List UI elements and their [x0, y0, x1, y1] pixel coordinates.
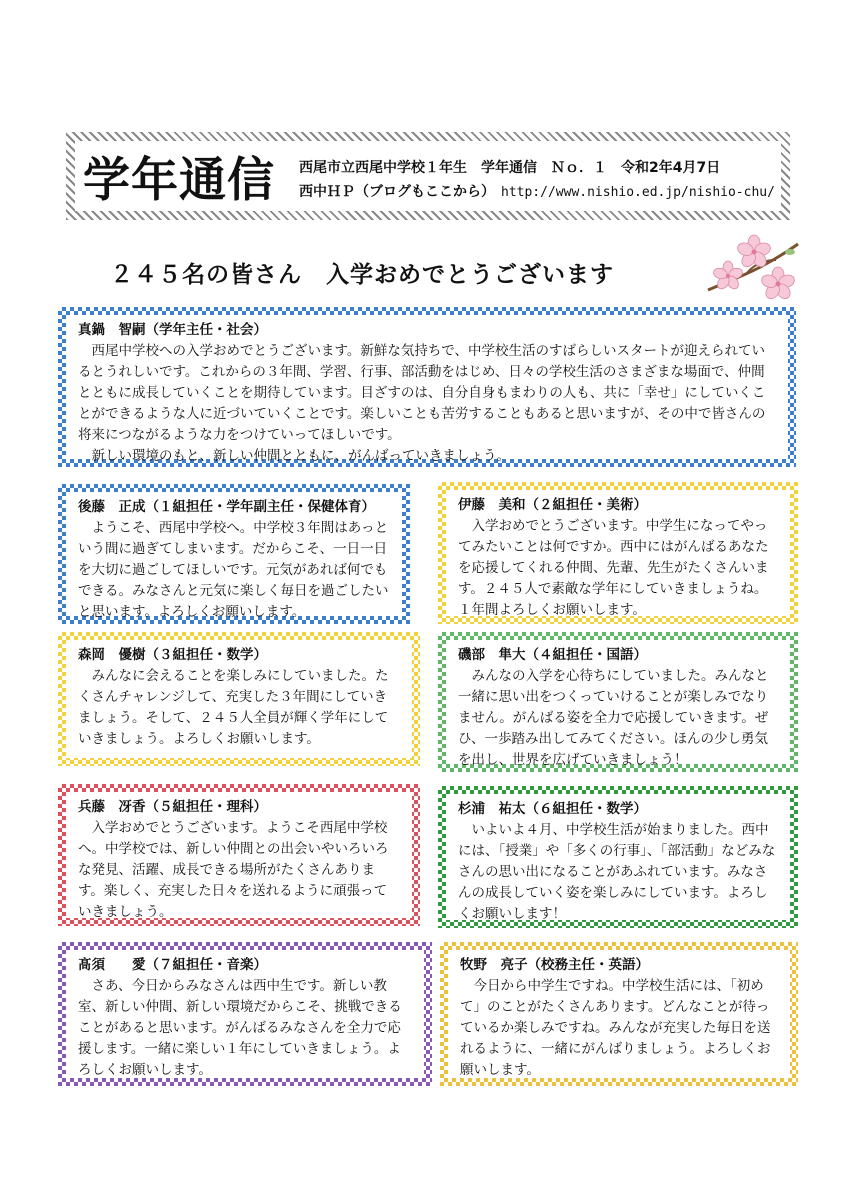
homepage-url[interactable]: http://www.nishio.ed.jp/nishio-chu/: [501, 185, 775, 200]
message-card-class-3: [58, 632, 420, 766]
teacher-name: 牧野 亮子（校務主任・英語）: [460, 957, 649, 973]
teacher-name: 兵藤 冴香（５組担任・理科）: [78, 799, 267, 815]
teacher-message: みんなに会えることを楽しみにしていました。たくさんチャレンジして、充実した３年間にしていきましょう。そして、２４５人全員が輝く学年にしていきましょう。よろしくお願いします。: [78, 668, 389, 747]
message-card-class-1: [58, 484, 410, 624]
teacher-message: さあ、今日からみなさんは西中生です。新しい教室、新しい仲間、新しい環境だからこそ、挑戦できることがあると思います。がんばるみなさんを全力で応援します。一緒に楽しい１年にしていきましょう。よろしくお願いします。: [78, 978, 402, 1078]
message-card-class-6: [438, 786, 798, 928]
teacher-name: 森岡 優樹（３組担任・数学）: [78, 647, 267, 663]
message-card-school-affairs: [440, 942, 798, 1086]
teacher-name: 伊藤 美和（２組担任・美術）: [458, 497, 647, 513]
teacher-name: 磯部 隼大（４組担任・国語）: [458, 647, 647, 663]
teacher-message: 入学おめでとうございます。中学生になってやってみたいことは何ですか。西中にはがんばるあなたを応援してくれる仲間、先輩、先生がたくさんいます。２４５人で素敵な学年にしていきましょうね。１年間よろしくお願いします。: [458, 518, 769, 618]
cherry-blossom-icon: [706, 230, 800, 306]
teacher-name: 後藤 正成（１組担任・学年副主任・保健体育）: [78, 499, 375, 515]
message-card-class-7: [58, 942, 432, 1086]
message-card-head-teacher: [58, 307, 796, 467]
masthead: [66, 132, 790, 220]
teacher-message: 入学おめでとうございます。ようこそ西尾中学校へ。中学校では、新しい仲間との出会いやいろいろな発見、活躍、成長できる場所がたくさんあります。楽しく、充実した日々を送れるように頑張っていきましょう。: [78, 820, 389, 920]
newsletter-title: 学年通信: [83, 153, 275, 208]
headline: ２４５名の皆さん 入学おめでとうございます: [110, 262, 614, 288]
teacher-name: 杉浦 祐太（６組担任・数学）: [458, 801, 647, 817]
message-card-class-2: [438, 482, 798, 624]
message-card-class-4: [438, 632, 798, 772]
teacher-message: 今日から中学生ですね。中学校生活には、「初めて」のことがたくさんあります。どんなことが待っているか楽しみですね。みんなが充実した毎日を送れるように、一緒にがんばりましょう。よろしくお願いします。: [460, 978, 771, 1078]
homepage-line: [299, 181, 775, 201]
teacher-message: みんなの入学を心待ちにしていました。みんなと一緒に思い出をつくっていけることが楽しみでなりません。がんばる姿を全力で応援していきます。ぜひ、一歩踏み出してみてください。ほんの少し勇気を出し、世界を広げていきましょう！: [458, 668, 769, 768]
teacher-message: ようこそ、西尾中学校へ。中学校３年間はあっという間に過ぎてしまいます。だからこそ、一日一日を大切に過ごしてほしいです。元気があれば何でもできる。みなさんと元気に楽しく毎日を過ごしたいと思います。よろしくお願いします。: [78, 520, 389, 620]
teacher-message: いよいよ４月、中学校生活が始まりました。西中には、「授業」や「多くの行事」、「部活動」などみなさんの思い出になることがあふれています。みなさんの成長していく姿を楽しみにしています。よろしくお願いします！: [458, 822, 776, 922]
school-issue-line: 西尾市立西尾中学校１年生 学年通信 Ｎｏ．１ 令和2年4月7日: [299, 160, 721, 176]
teacher-name: 髙須 愛（７組担任・音楽）: [78, 957, 267, 973]
teacher-message: 西尾中学校への入学おめでとうございます。新鮮な気持ちで、中学校生活のすばらしいスタートが迎えられているとうれしいです。これからの３年間、学習、行事、部活動をはじめ、日々の学校生活のさまざまな場面で、仲間とともに成長していくことを期待しています。目ざすのは、自分自身もまわりの人も、共に「幸せ」にしていくことができるような人に近づいていくことです。楽しいことも苦労することもあると思いますが、その中で皆さんの将来につながるような力をつけていってほしいです。 新しい環境のもと、新しい仲間とともに、がんばっていきましょう。: [78, 343, 766, 464]
homepage-label: 西中ＨＰ（ブログもここから）: [299, 184, 495, 200]
teacher-name: 真鍋 智嗣（学年主任・社会）: [78, 322, 267, 338]
message-card-class-5: [58, 784, 420, 926]
